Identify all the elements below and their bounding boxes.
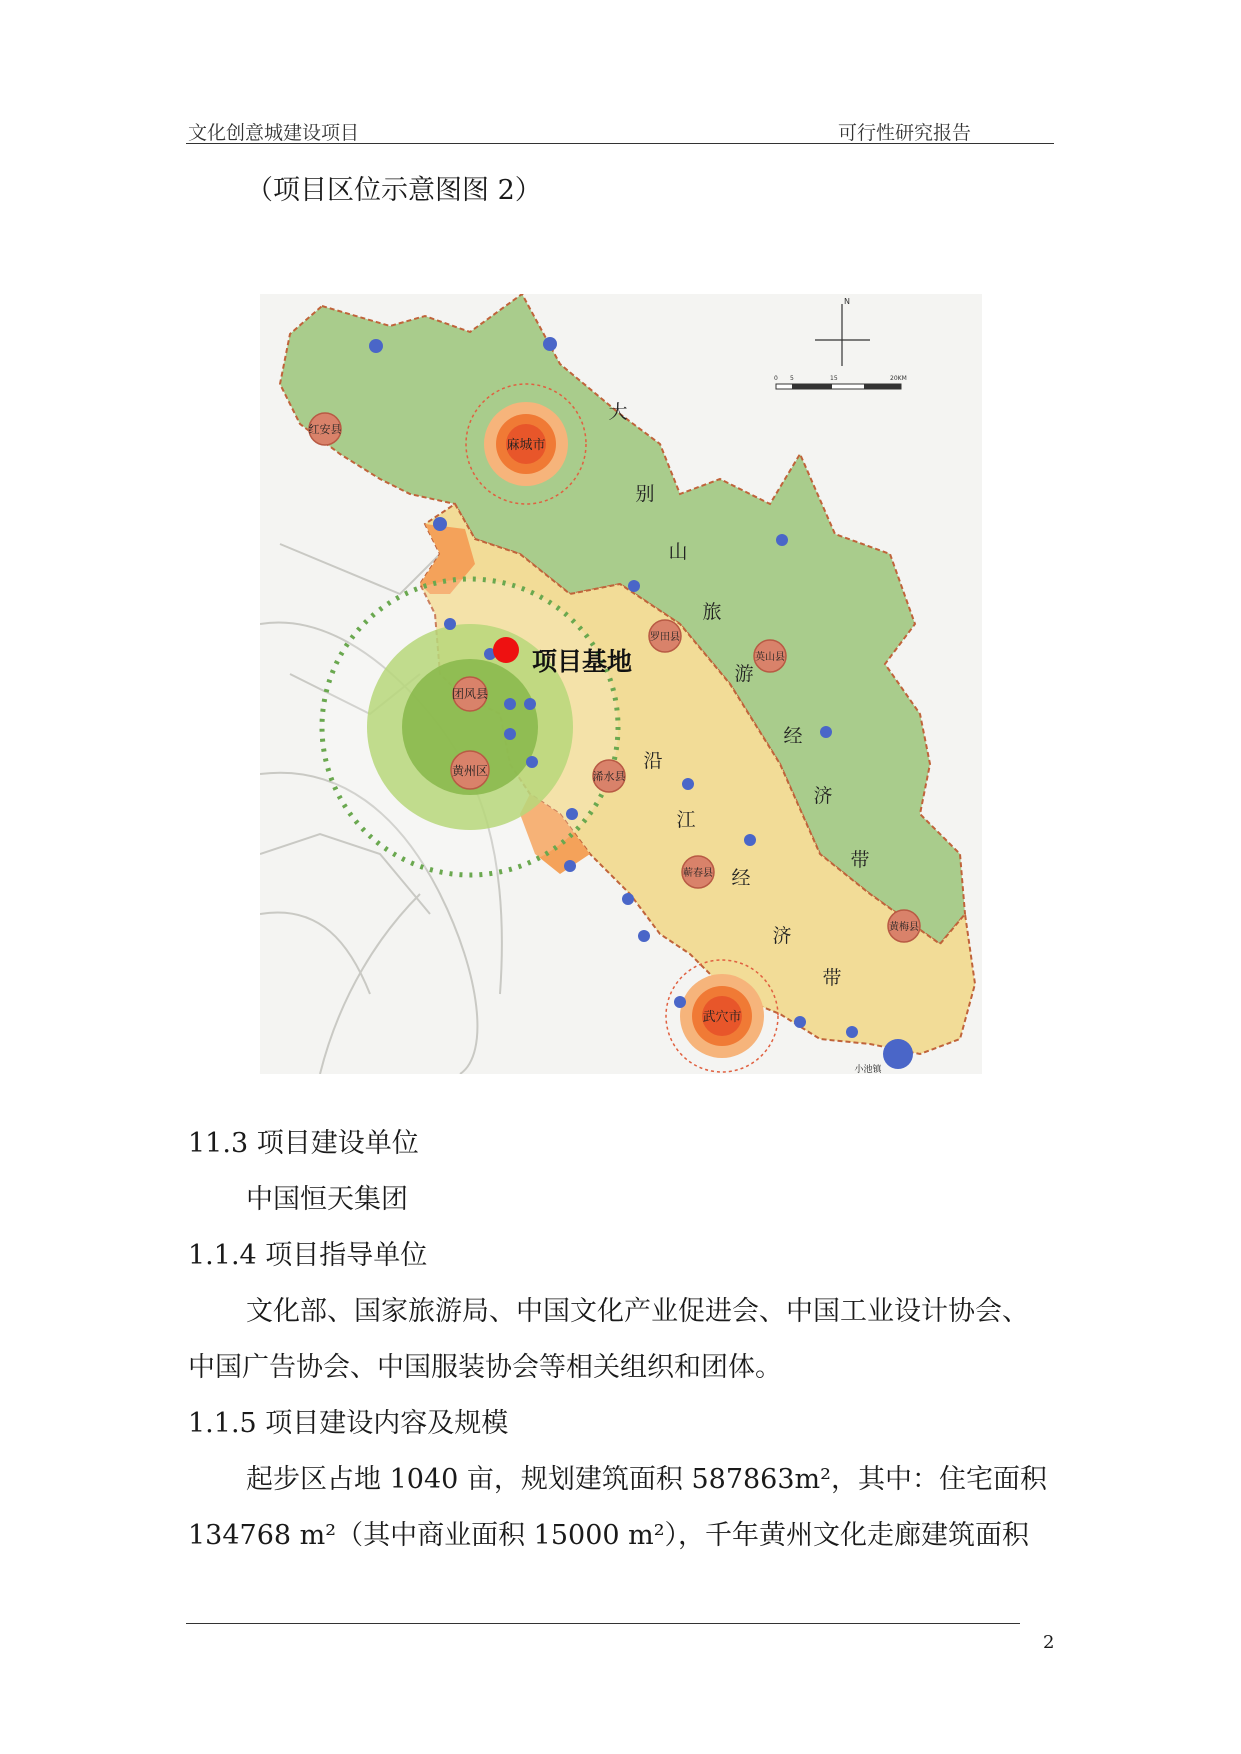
dabie-belt-char: 旅 — [702, 601, 722, 623]
dabie-belt-char: 别 — [635, 483, 655, 505]
project-base-marker — [493, 637, 519, 663]
scale-tick-15: 15 — [830, 375, 838, 382]
dabie-belt-char: 游 — [734, 663, 754, 685]
scope-text-line-2: 134768 m²（其中商业面积 15000 m²），千年黄州文化走廊建筑面积 — [188, 1520, 1030, 1551]
tuanfeng-label: 团风县 — [451, 687, 489, 701]
dabie-belt-char: 经 — [783, 725, 803, 747]
scale-tick-5: 5 — [790, 375, 794, 382]
yanjiang-belt-char: 带 — [822, 967, 842, 989]
section-heading-guidance: 1.1.4 项目指导单位 — [188, 1240, 428, 1271]
town-dot — [820, 726, 832, 738]
yanjiang-belt-char: 济 — [772, 925, 792, 947]
yingshan-label: 英山县 — [755, 652, 785, 663]
yanjiang-belt-char: 江 — [676, 809, 696, 831]
location-map — [260, 294, 982, 1074]
figure-caption: （项目区位示意图图 2） — [246, 175, 542, 206]
xishui-label: 浠水县 — [592, 770, 626, 783]
xiaochi-marker — [883, 1039, 913, 1069]
town-dot — [628, 580, 640, 592]
compass-label: N — [844, 297, 850, 306]
dabie-belt-char: 带 — [850, 849, 870, 871]
town-dot — [674, 996, 686, 1008]
project-base-label: 项目基地 — [532, 647, 633, 676]
dabie-belt-char: 济 — [813, 785, 833, 807]
dabie-belt-char: 大 — [608, 401, 628, 423]
wuxue-label: 武穴市 — [702, 1010, 742, 1025]
dabie-belt-char: 山 — [668, 541, 688, 563]
town-dot — [744, 834, 756, 846]
town-dot — [526, 756, 538, 768]
macheng-label: 麻城市 — [506, 438, 546, 453]
town-dot — [564, 860, 576, 872]
luotian-label: 罗田县 — [650, 632, 680, 643]
hongan-label: 红安县 — [308, 423, 342, 436]
header-divider — [186, 143, 1054, 144]
guidance-text-line-1: 文化部、国家旅游局、中国文化产业促进会、中国工业设计协会、 — [246, 1296, 1029, 1327]
town-dot — [794, 1016, 806, 1028]
guidance-text-line-2: 中国广告协会、中国服装协会等相关组织和团体。 — [188, 1352, 782, 1383]
header-project-title: 文化创意城建设项目 — [188, 122, 360, 144]
scale-bar — [776, 384, 901, 389]
town-dot — [566, 808, 578, 820]
compass-icon — [815, 304, 870, 366]
yanjiang-belt-char: 沿 — [643, 750, 663, 772]
section-heading-scope: 1.1.5 项目建设内容及规模 — [188, 1408, 509, 1439]
town-dot — [504, 728, 516, 740]
town-dot — [543, 337, 557, 351]
huangmei-label: 黄梅县 — [889, 922, 919, 933]
section-heading-builder: 11.3 项目建设单位 — [188, 1128, 419, 1159]
footer-divider — [186, 1623, 1020, 1624]
xiaochi-label: 小池镇 — [854, 1065, 882, 1074]
town-dot — [846, 1026, 858, 1038]
scale-tick-20km: 20KM — [890, 375, 907, 382]
town-dot — [776, 534, 788, 546]
town-dot — [524, 698, 536, 710]
scale-tick-0: 0 — [774, 375, 778, 382]
town-dot — [433, 517, 447, 531]
town-dot — [682, 778, 694, 790]
town-dot — [504, 698, 516, 710]
scope-text-line-1: 起步区占地 1040 亩，规划建筑面积 587863m²，其中：住宅面积 — [246, 1464, 1047, 1495]
town-dot — [638, 930, 650, 942]
builder-name: 中国恒天集团 — [246, 1184, 408, 1215]
town-dot — [444, 618, 456, 630]
town-dot — [369, 339, 383, 353]
qichun-label: 蕲春县 — [683, 868, 713, 879]
yanjiang-belt-char: 经 — [731, 867, 751, 889]
page-number: 2 — [1043, 1632, 1055, 1653]
header-report-title: 可行性研究报告 — [838, 122, 972, 144]
town-dot — [622, 893, 634, 905]
huangzhou-label: 黄州区 — [451, 764, 489, 778]
